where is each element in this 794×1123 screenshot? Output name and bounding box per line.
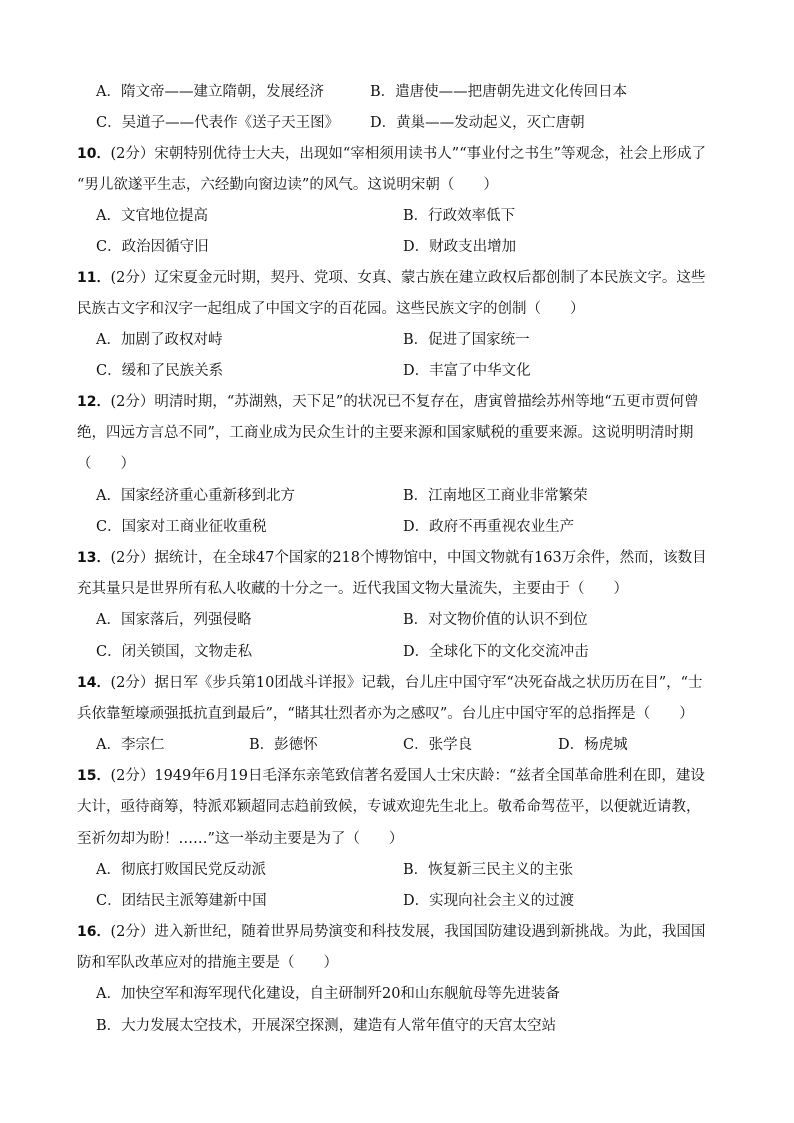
q16-number: 16． [77,924,111,940]
q12-stem-line-2: 绝，四远方言总不同”，工商业成为民众生计的主要来源和国家赋税的重要来源。这说明明清时期 [77,425,694,441]
q15-number: 15． [77,768,111,784]
q13-text-1: (2分）据统计，在全球47个国家的218个博物馆中，中国文物就有163万余件，然而，该数目 [110,550,707,566]
q14-option-b[interactable]: B．彭德怀 [249,737,318,753]
q11-option-d[interactable]: D．丰富了中华文化 [403,363,531,379]
q12-option-b[interactable]: B．江南地区工商业非常繁荣 [403,488,588,504]
q12-option-c[interactable]: C．国家对工商业征收重税 [96,519,267,535]
q16-stem-line-2: 防和军队改革应对的措施主要是（ ） [77,955,338,971]
q16-option-a[interactable]: A．加快空军和海军现代化建设，自主研制歼20和山东舰航母等先进装备 [96,986,560,1002]
q16-stem-line-1 [77,922,705,942]
q15-option-d[interactable]: D．实现向社会主义的过渡 [403,893,575,909]
q11-text-1: (2分）辽宋夏金元时期，契丹、党项、女真、蒙古族在建立政权后都创制了本民族文字。这些 [110,270,706,286]
q9-option-c[interactable]: C．吴道子——代表作《送子天王图》 [96,115,340,131]
q10-stem-line-1 [77,144,706,164]
q12-number: 12． [77,394,111,410]
q10-stem-line-2: “男儿欲遂平生志，六经勤向窗边读”的风气。这说明宋朝（ ） [77,177,498,193]
q10-option-d[interactable]: D．财政支出增加 [403,239,517,255]
q12-option-d[interactable]: D．政府不再重视农业生产 [403,519,575,535]
q10-option-c[interactable]: C．政治因循守旧 [96,239,209,255]
q14-option-d[interactable]: D．杨虎城 [558,737,628,753]
q16-option-b[interactable]: B．大力发展太空技术，开展深空探测，建造有人常年值守的天宫太空站 [96,1018,557,1034]
q14-number: 14． [77,675,111,691]
q13-option-c[interactable]: C．闭关锁国，文物走私 [96,644,253,660]
q11-number: 11． [77,270,111,286]
q12-stem-line-1 [77,392,699,412]
q15-stem-line-3: 至祈勿却为盼！……”这一举动主要是为了（ ） [77,831,404,847]
q11-option-a[interactable]: A．加剧了政权对峙 [96,332,223,348]
q13-option-b[interactable]: B．对文物价值的认识不到位 [403,612,588,628]
q15-option-c[interactable]: C．团结民主派筹建新中国 [96,893,267,909]
q10-option-b[interactable]: B．行政效率低下 [403,208,516,224]
q13-option-d[interactable]: D．全球化下的文化交流冲击 [403,644,589,660]
q11-stem-line-2: 民族古文字和汉字一起组成了中国文字的百花园。这些民族文字的创制（ ） [77,301,585,317]
q14-stem-line-1 [77,673,703,693]
q14-option-c[interactable]: C．张学良 [403,737,473,753]
q11-stem-line-1 [77,268,705,288]
q11-option-c[interactable]: C．缓和了民族关系 [96,363,224,379]
q15-stem-line-2: 大计，亟待商筹，特派邓颖超同志趋前致候，专诚欢迎先生北上。敬希命驾莅平，以便就近请教， [77,799,701,815]
q12-text-1: (2分）明清时期，“苏湖熟，天下足”的状况已不复存在，唐寅曾描绘苏州等地“五更市贾何曾 [110,394,699,410]
q10-option-a[interactable]: A．文官地位提高 [96,208,208,224]
q14-text-1: (2分）据日军《步兵第10团战斗详报》记载，台儿庄中国守军“决死奋战之状历历在目”，“士 [110,675,703,691]
q16-text-1: (2分）进入新世纪，随着世界局势演变和科技发展，我国国防建设遇到新挑战。为此，我国国 [110,924,706,940]
q15-stem-line-1 [77,766,705,786]
q10-text-1: (2分）宋朝特别优待士大夫，出现如“宰相须用读书人”“事业付之书生”等观念，社会上形成了 [110,146,707,162]
q15-option-a[interactable]: A．彻底打败国民党反动派 [96,862,266,878]
q10-number: 10． [77,146,111,162]
q13-number: 13． [77,550,111,566]
q13-option-a[interactable]: A．国家落后，列强侵略 [96,612,252,628]
q9-option-d[interactable]: D．黄巢——发动起义，灭亡唐朝 [370,115,585,131]
q15-option-b[interactable]: B．恢复新三民主义的主张 [403,862,574,878]
q15-text-1: (2分）1949年6月19日毛泽东亲笔致信著名爱国人士宋庆龄：“兹者全国革命胜利在即，建设 [110,768,705,784]
q13-stem-line-1 [77,548,707,568]
q14-stem-line-2: 兵依靠堑壕顽强抵抗直到最后”，“睹其壮烈者亦为之感叹”。台儿庄中国守军的总指挥是（ ） [77,706,694,722]
q12-stem-line-3: （ ） [77,456,135,472]
q13-stem-line-2: 充其量只是世界所有私人收藏的十分之一。近代我国文物大量流失，主要由于（ ） [77,581,628,597]
q9-option-b[interactable]: B．遣唐使——把唐朝先进文化传回日本 [370,84,628,100]
q14-option-a[interactable]: A．李宗仁 [96,737,165,753]
q11-option-b[interactable]: B．促进了国家统一 [403,332,530,348]
q9-option-a[interactable]: A．隋文帝——建立隋朝，发展经济 [96,84,324,100]
q12-option-a[interactable]: A．国家经济重心重新移到北方 [96,488,295,504]
